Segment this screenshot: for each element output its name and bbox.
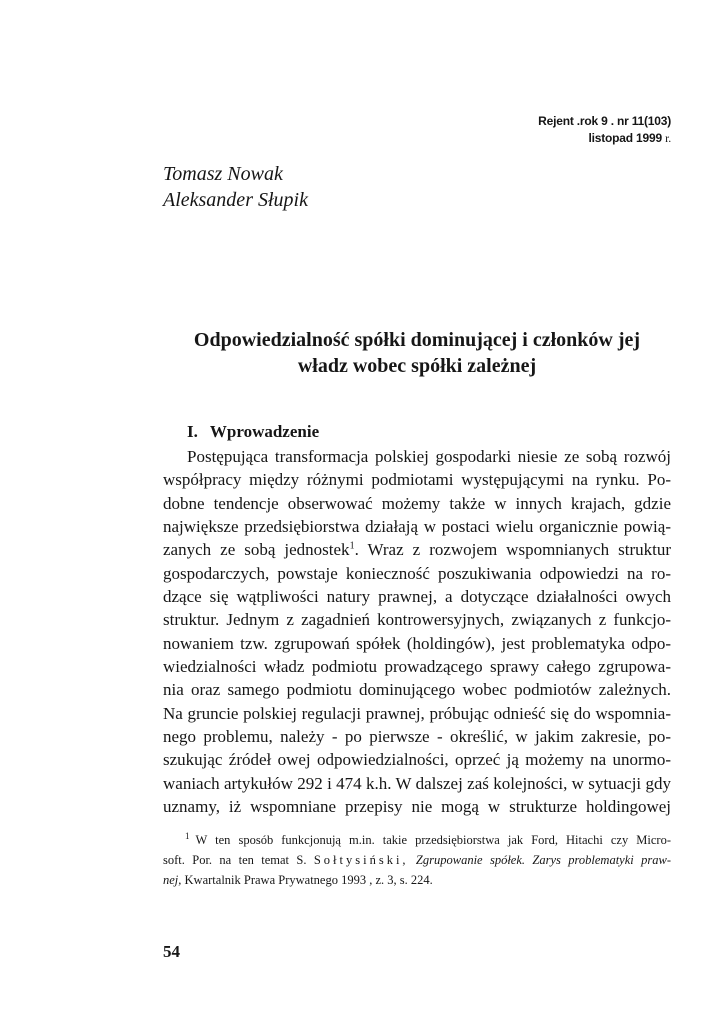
body-line-part: zanych ze sobą jednostek <box>163 540 350 560</box>
body-line: dobne tendencje obserwować możemy także w innych krajach, gdzie <box>163 493 671 513</box>
footnote-line-2 <box>163 850 671 870</box>
footnote <box>163 830 671 890</box>
body-line: szukując źródeł owej odpowiedzialności, oprzeć ją możemy na unormo- <box>163 750 671 770</box>
footnote-line-3 <box>163 870 671 890</box>
body-line: struktur. Jednym z zagadnień kontrowersyjnych, związanych z funkcjo- <box>163 610 671 630</box>
footnote-book-title-end: nej, <box>163 873 182 887</box>
section-title: Wprowadzenie <box>209 422 320 441</box>
body-line: Postępująca transformacja polskiej gospodarki niesie ze sobą rozwój <box>187 447 671 466</box>
journal-date-suffix: r. <box>665 131 671 145</box>
footnote-text: soft. Por. na ten temat S. <box>163 853 307 867</box>
body-line: waniach artykułów 292 i 474 k.h. W dalszej zaś kolejności, w sytuacji gdy <box>163 773 671 793</box>
journal-date <box>538 130 671 147</box>
page-number: 54 <box>163 942 180 961</box>
body-line: uznamy, iż wspomniane przepisy nie mogą w strukturze holdingowej <box>163 797 671 817</box>
footnote-source: Kwartalnik Prawa Prywatnego 1993 , z. 3, s. 224. <box>184 873 433 887</box>
footnote-marker: 1 <box>185 830 190 841</box>
journal-header <box>538 113 671 147</box>
body-line: dzące się wątpliwości natury prawnej, a dotyczące działalności owych <box>163 587 671 607</box>
section-heading <box>187 421 319 443</box>
author-2: Aleksander Słupik <box>163 189 308 211</box>
body-line: Na gruncie polskiej regulacji prawnej, próbując odnieść się do wspomnia- <box>163 703 671 723</box>
footnote-text: W ten sposób funkcjonują m.in. takie przedsiębiorstwa jak Ford, Hitachi czy Micro- <box>195 833 671 847</box>
title-line-1: Odpowiedzialność spółki dominującej i członków jej <box>193 329 641 351</box>
journal-date-text: listopad 1999 <box>588 131 662 145</box>
authors <box>163 161 308 213</box>
article-title <box>163 327 671 379</box>
body-text <box>163 445 671 842</box>
body-line: największe przedsiębiorstwa działają w postaci wielu organicznie powią- <box>163 517 671 537</box>
footnote-reference[interactable]: 1 <box>349 540 355 552</box>
author-1: Tomasz Nowak <box>163 163 283 185</box>
footnote-line-1 <box>163 830 671 850</box>
body-line: współpracy między różnymi podmiotami występującymi na rynku. Po- <box>163 470 671 490</box>
journal-issue: Rejent .rok 9 . nr 11(103) <box>538 114 671 128</box>
body-line: zanych ze sobą jednostek$^1$. Wraz z rozwojem wspomnianych struktur <box>163 540 671 560</box>
title-line-2: władz wobec spółki zależnej <box>297 355 537 377</box>
footnote-book-title: Zgrupowanie spółek. Zarys problematyki praw- <box>415 853 671 867</box>
body-line: nego problemu, należy - po pierwsze - określić, w jakim zakresie, po- <box>163 727 671 747</box>
body-line: gospodarczych, powstaje konieczność poszukiwania odpowiedzi na ro- <box>163 563 671 583</box>
body-line-part: Wraz z rozwojem wspomnianych struktur <box>367 540 671 560</box>
section-number: I. <box>187 422 198 441</box>
body-line: wiedzialności władz podmiotu prowadzącego sprawy całego zgrupowa- <box>163 657 671 677</box>
body-line: nia oraz samego podmiotu dominującego wobec podmiotów zależnych. <box>163 680 671 700</box>
body-line: nowaniem tzw. zgrupowań spółek (holdingów), jest problematyka odpo- <box>163 633 671 653</box>
footnote-author: Sołtysiński, <box>313 853 409 867</box>
